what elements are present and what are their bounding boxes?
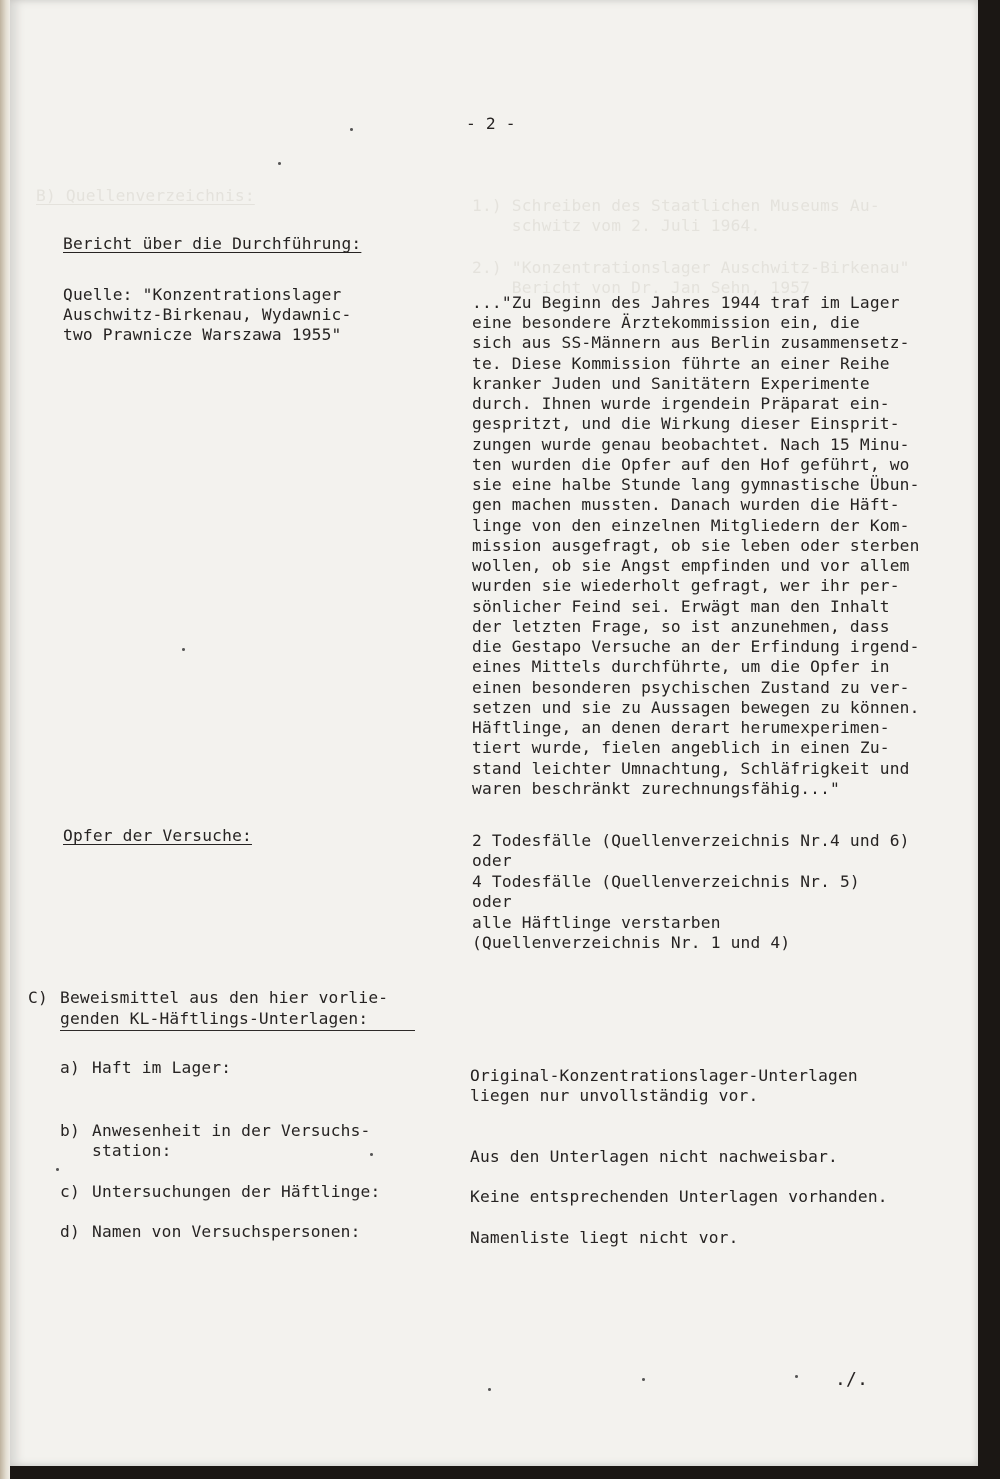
item-value: liegen nur unvollständig vor. (470, 1086, 759, 1105)
speck (642, 1378, 645, 1381)
quote-line: tiert wurde, fielen angeblich in einen Zu- (472, 738, 890, 757)
speck (488, 1388, 491, 1391)
quote-line: waren beschränkt zurechnungsfähig..." (472, 779, 840, 798)
item-title: station: (92, 1141, 172, 1160)
item-label: d) (60, 1222, 80, 1241)
ghost-line: Bericht von Dr. Jan Sehn, 1957 (472, 278, 811, 297)
continuation-mark: ./. (835, 1369, 869, 1390)
victims-line: 2 Todesfälle (Quellenverzeichnis Nr.4 und 6) (472, 831, 910, 850)
source-line: two Prawnicze Warszawa 1955" (63, 325, 342, 344)
quote-line: eine besondere Ärztekommission ein, die (472, 313, 860, 332)
item-value: Namenliste liegt nicht vor. (470, 1228, 739, 1247)
section-c-heading-line2: genden KL-Häftlings-Unterlagen: (60, 1009, 369, 1028)
speck (370, 1153, 373, 1156)
quote-line: Häftlinge, an denen derart herumexperimen- (472, 718, 890, 737)
binding-edge (0, 0, 10, 1479)
item-label: a) (60, 1058, 80, 1077)
item-value: Keine entsprechenden Unterlagen vorhanden. (470, 1187, 888, 1206)
quote-line: eines Mittels durchführte, um die Opfer in (472, 657, 890, 676)
item-title: Anwesenheit in der Versuchs- (92, 1121, 371, 1140)
page-number: - 2 - (466, 114, 516, 133)
report-heading: Bericht über die Durchführung: (63, 234, 362, 253)
quote-line: zungen wurde genau beobachtet. Nach 15 Minu- (472, 435, 910, 454)
document-page (10, 0, 978, 1466)
quote-line: sönlicher Feind sei. Erwägt man den Inhalt (472, 597, 890, 616)
source-line: Auschwitz-Birkenau, Wydawnic- (63, 305, 352, 324)
speck (278, 162, 281, 165)
quote-line: setzen und sie zu Aussagen bewegen zu können. (472, 698, 920, 717)
quote-line: kranker Juden und Sanitätern Experimente (472, 374, 870, 393)
quote-line: ten wurden die Opfer auf den Hof geführt, wo (472, 455, 910, 474)
quote-line: einen besonderen psychischen Zustand zu ver- (472, 678, 910, 697)
quote-line: sich aus SS-Männern aus Berlin zusammensetz- (472, 333, 910, 352)
ghost-heading: B) Quellenverzeichnis: (36, 186, 255, 205)
victims-line: oder (472, 851, 512, 870)
victims-heading: Opfer der Versuche: (63, 826, 252, 845)
quote-line: gespritzt, und die Wirkung dieser Einsprit- (472, 414, 900, 433)
quote-line: ..."Zu Beginn des Jahres 1944 traf im Lager (472, 293, 900, 312)
quote-line: te. Diese Kommission führte an einer Reihe (472, 354, 890, 373)
victims-line: (Quellenverzeichnis Nr. 1 und 4) (472, 933, 791, 952)
speck (350, 128, 353, 131)
victims-line: alle Häftlinge verstarben (472, 913, 721, 932)
victims-line: 4 Todesfälle (Quellenverzeichnis Nr. 5) (472, 872, 860, 891)
speck (182, 648, 185, 651)
item-title: Namen von Versuchspersonen: (92, 1222, 361, 1241)
source-line: Quelle: "Konzentrationslager (63, 285, 342, 304)
quote-line: sie eine halbe Stunde lang gymnastische Übun- (472, 475, 920, 494)
section-c-heading-line1: Beweismittel aus den hier vorlie- (60, 988, 389, 1007)
victims-line: oder (472, 892, 512, 911)
speck (56, 1168, 59, 1171)
quote-line: wurden sie wiederholt gefragt, wer ihr per- (472, 576, 900, 595)
quote-line: gen machen mussten. Danach wurden die Häft- (472, 495, 900, 514)
quote-line: stand leichter Umnachtung, Schläfrigkeit und (472, 759, 910, 778)
ghost-line: schwitz vom 2. Juli 1964. (472, 216, 761, 235)
quote-line: die Gestapo Versuche an der Erfindung irgend- (472, 637, 920, 656)
quote-line: durch. Ihnen wurde irgendein Präparat ein- (472, 394, 890, 413)
item-value: Original-Konzentrationslager-Unterlagen (470, 1066, 858, 1085)
quote-line: linge von den einzelnen Mitgliedern der Kom- (472, 516, 910, 535)
section-c-marker: C) (28, 988, 48, 1007)
item-label: b) (60, 1121, 80, 1140)
item-title: Haft im Lager: (92, 1058, 232, 1077)
item-label: c) (60, 1182, 80, 1201)
speck (795, 1375, 798, 1378)
item-value: Aus den Unterlagen nicht nachweisbar. (470, 1147, 838, 1166)
quote-line: mission ausgefragt, ob sie leben oder sterben (472, 536, 920, 555)
quote-line: wollen, ob sie Angst empfinden und vor allem (472, 556, 910, 575)
item-title: Untersuchungen der Häftlinge: (92, 1182, 381, 1201)
quote-line: der letzten Frage, so ist anzunehmen, dass (472, 617, 890, 636)
section-c-underline (60, 1030, 415, 1031)
ghost-line: 2.) "Konzentrationslager Auschwitz-Birkenau" (472, 258, 910, 277)
ghost-line: 1.) Schreiben des Staatlichen Museums Au- (472, 196, 880, 215)
